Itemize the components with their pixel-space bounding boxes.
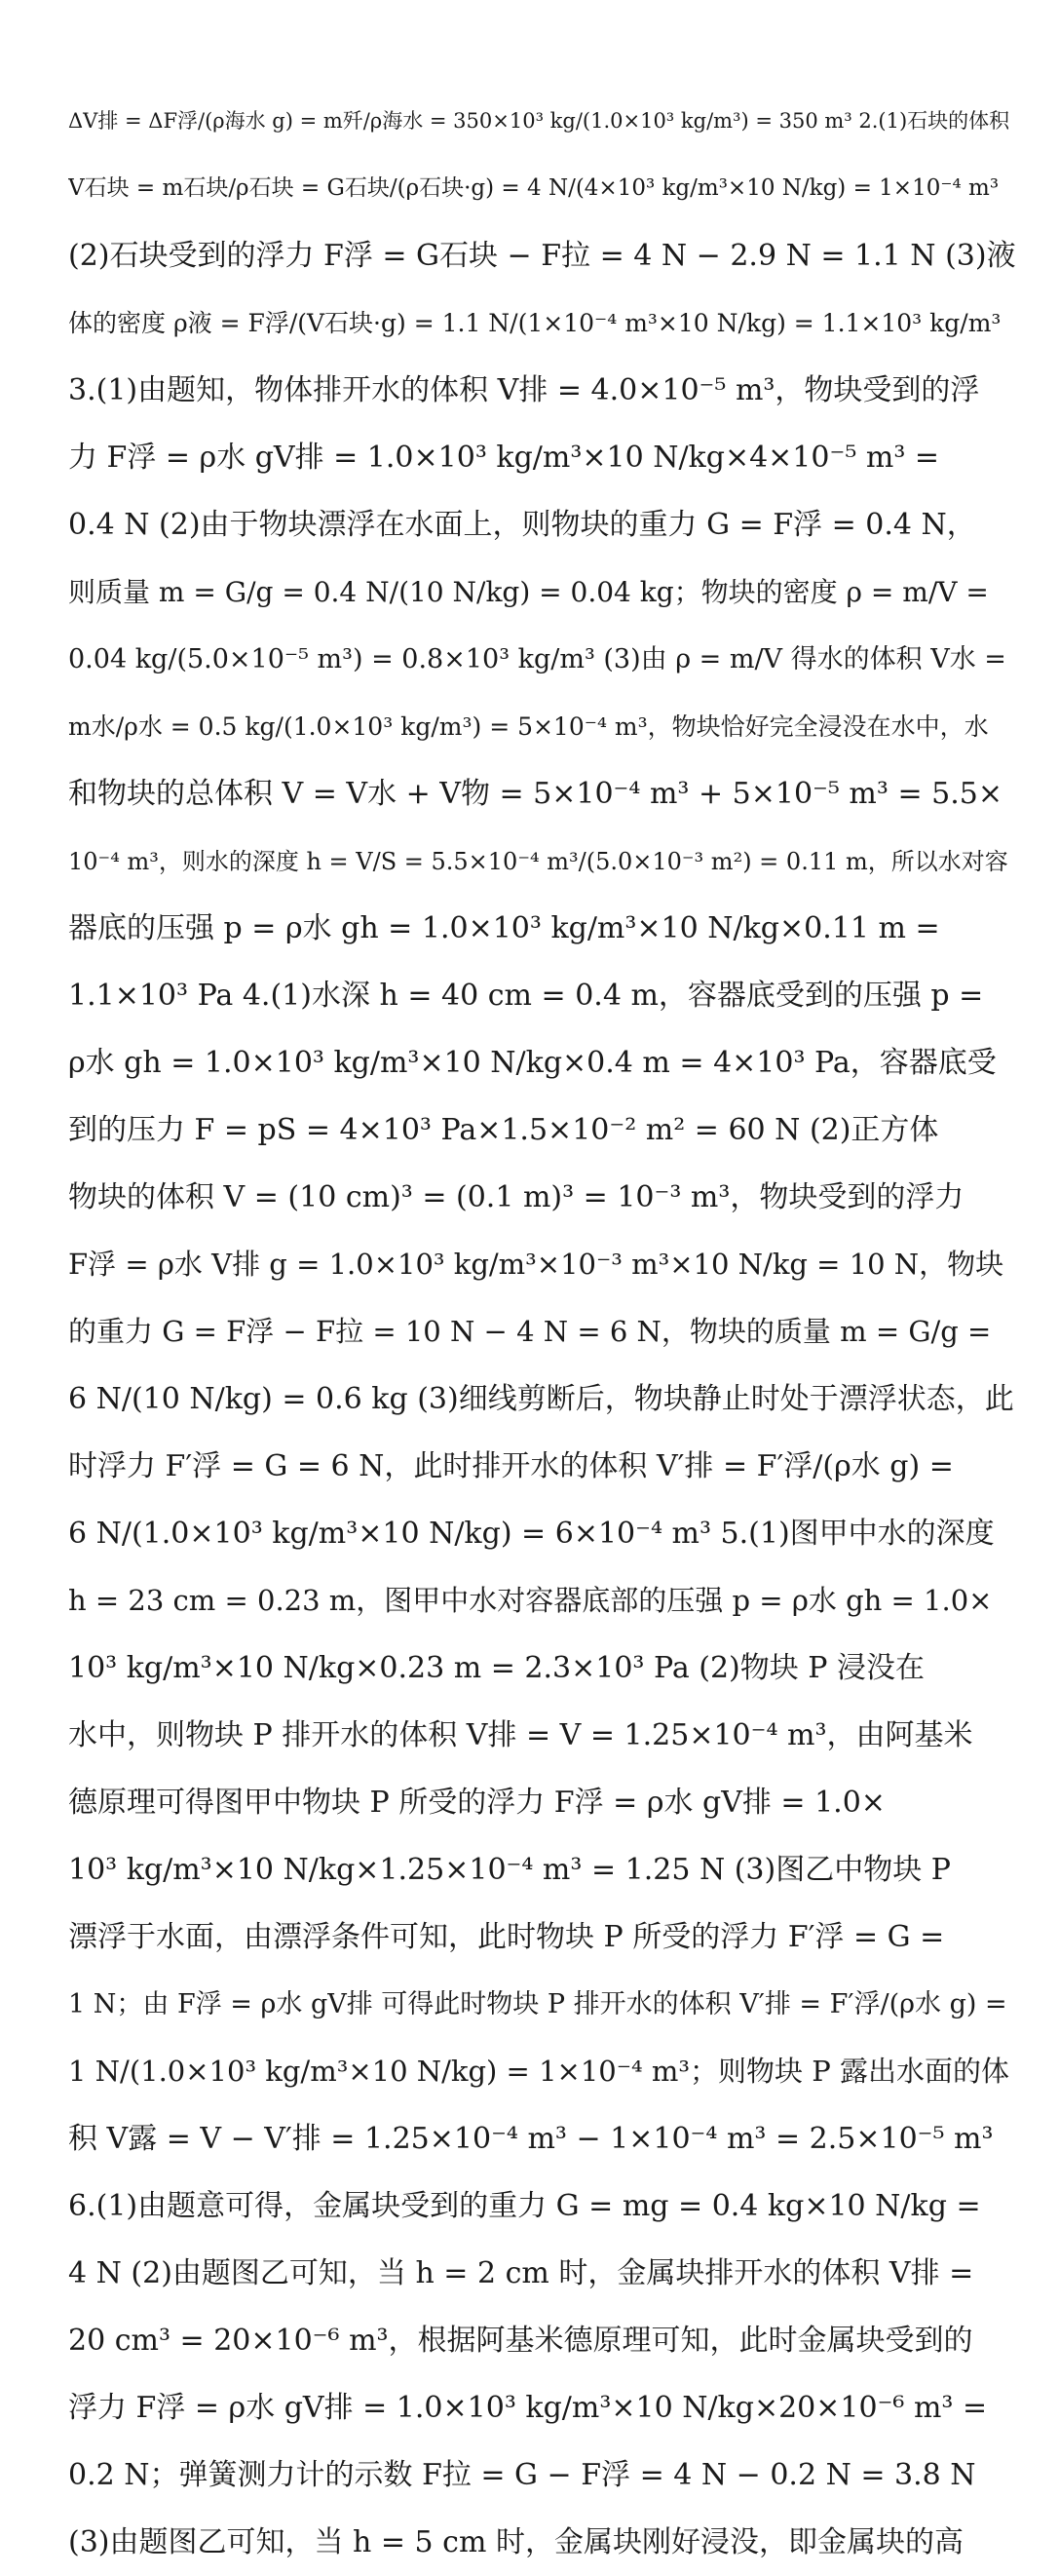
text-line: 时浮力 F′浮 = G = 6 N，此时排开水的体积 V′排 = F′浮/(ρ水 g) = bbox=[68, 1448, 954, 1483]
answer-text bbox=[68, 88, 1016, 2576]
text-line: m水/ρ水 = 0.5 kg/(1.0×10³ kg/m³) = 5×10⁻⁴ m³，物块恰好完全浸没在水中，水 bbox=[68, 711, 989, 741]
text-line: 的重力 G = F浮 − F拉 = 10 N − 4 N = 6 N，物块的质量 m = G/g = bbox=[68, 1315, 992, 1349]
text-line: V石块 = m石块/ρ石块 = G石块/(ρ石块·g) = 4 N/(4×10³ kg/m³×10 N/kg) = 1×10⁻⁴ m³ bbox=[68, 175, 1000, 202]
text-line: 1 N；由 F浮 = ρ水 gV排 可得此时物块 P 排开水的体积 V′排 = F′浮/(ρ水 g) = bbox=[68, 1988, 1007, 2019]
text-line: 体的密度 ρ液 = F浮/(V石块·g) = 1.1 N/(1×10⁻⁴ m³×10 N/kg) = 1.1×10³ kg/m³ bbox=[68, 308, 1002, 337]
text-line: 0.2 N；弹簧测力计的示数 F拉 = G − F浮 = 4 N − 0.2 N = 3.8 N bbox=[68, 2457, 976, 2492]
text-line: ρ水 gh = 1.0×10³ kg/m³×10 N/kg×0.4 m = 4×10³ Pa，容器底受 bbox=[68, 1045, 997, 1080]
text-line: 1.1×10³ Pa 4.(1)水深 h = 40 cm = 0.4 m，容器底受到的压强 p = bbox=[68, 978, 984, 1013]
text-line: 和物块的总体积 V = V水 + V物 = 5×10⁻⁴ m³ + 5×10⁻⁵ m³ = 5.5× bbox=[68, 776, 1002, 811]
text-line: 器底的压强 p = ρ水 gh = 1.0×10³ kg/m³×10 N/kg×0.11 m = bbox=[68, 910, 940, 945]
text-line: h = 23 cm = 0.23 m，图甲中水对容器底部的压强 p = ρ水 gh = 1.0× bbox=[68, 1584, 993, 1618]
text-line: 10³ kg/m³×10 N/kg×0.23 m = 2.3×10³ Pa (2)物块 P 浸没在 bbox=[68, 1650, 926, 1685]
text-line: 德原理可得图甲中物块 P 所受的浮力 F浮 = ρ水 gV排 = 1.0× bbox=[68, 1785, 886, 1820]
text-line: 到的压力 F = pS = 4×10³ Pa×1.5×10⁻² m² = 60 N (2)正方体 bbox=[68, 1112, 939, 1147]
text-line: 20 cm³ = 20×10⁻⁶ m³，根据阿基米德原理可知，此时金属块受到的 bbox=[68, 2323, 973, 2358]
text-line: 物块的体积 V = (10 cm)³ = (0.1 m)³ = 10⁻³ m³，物块受到的浮力 bbox=[68, 1179, 964, 1214]
text-line: F浮 = ρ水 V排 g = 1.0×10³ kg/m³×10⁻³ m³×10 N/kg = 10 N，物块 bbox=[68, 1248, 1004, 1282]
text-line: 10⁻⁴ m³，则水的深度 h = V/S = 5.5×10⁻⁴ m³/(5.0×10⁻³ m²) = 0.11 m，所以水对容 bbox=[68, 847, 1008, 875]
text-line: 1 N/(1.0×10³ kg/m³×10 N/kg) = 1×10⁻⁴ m³；则物块 P 露出水面的体 bbox=[68, 2055, 1009, 2089]
text-line: 则质量 m = G/g = 0.4 N/(10 N/kg) = 0.04 kg；物块的密度 ρ = m/V = bbox=[68, 576, 989, 608]
text-line: 0.04 kg/(5.0×10⁻⁵ m³) = 0.8×10³ kg/m³ (3)由 ρ = m/V 得水的体积 V水 = bbox=[68, 643, 1006, 674]
text-line: 浮力 F浮 = ρ水 gV排 = 1.0×10³ kg/m³×10 N/kg×20×10⁻⁶ m³ = bbox=[68, 2390, 988, 2425]
text-line: 积 V露 = V − V′排 = 1.25×10⁻⁴ m³ − 1×10⁻⁴ m³ = 2.5×10⁻⁵ m³ bbox=[68, 2121, 994, 2156]
text-line: 10³ kg/m³×10 N/kg×1.25×10⁻⁴ m³ = 1.25 N (3)图乙中物块 P bbox=[68, 1852, 951, 1887]
text-line: (2)石块受到的浮力 F浮 = G石块 − F拉 = 4 N − 2.9 N = 1.1 N (3)液 bbox=[68, 238, 1016, 273]
text-line: 6.(1)由题意可得，金属块受到的重力 G = mg = 0.4 kg×10 N/kg = bbox=[68, 2188, 981, 2223]
text-line: (3)由题图乙可知，当 h = 5 cm 时，金属块刚好浸没，即金属块的高 bbox=[68, 2524, 964, 2559]
text-line: 4 N (2)由题图乙可知，当 h = 2 cm 时，金属块排开水的体积 V排 = bbox=[68, 2255, 974, 2290]
text-line: 力 F浮 = ρ水 gV排 = 1.0×10³ kg/m³×10 N/kg×4×10⁻⁵ m³ = bbox=[68, 440, 940, 475]
text-line: 3.(1)由题知，物体排开水的体积 V排 = 4.0×10⁻⁵ m³，物块受到的浮 bbox=[68, 372, 980, 407]
text-line: 漂浮于水面，由漂浮条件可知，此时物块 P 所受的浮力 F′浮 = G = bbox=[68, 1919, 945, 1954]
text-line: 6 N/(1.0×10³ kg/m³×10 N/kg) = 6×10⁻⁴ m³ 5.(1)图甲中水的深度 bbox=[68, 1516, 995, 1551]
text-line: 水中，则物块 P 排开水的体积 V排 = V = 1.25×10⁻⁴ m³，由阿基米 bbox=[68, 1717, 973, 1752]
text-line: 0.4 N (2)由于物块漂浮在水面上，则物块的重力 G = F浮 = 0.4 N， bbox=[68, 507, 976, 542]
text-line: ΔV排 = ΔF浮/(ρ海水 g) = m歼/ρ海水 = 350×10³ kg/(1.0×10³ kg/m³) = 350 m³ 2.(1)石块的体积 bbox=[68, 109, 1010, 134]
text-line: 6 N/(10 N/kg) = 0.6 kg (3)细线剪断后，物块静止时处于漂浮状态，此 bbox=[68, 1381, 1014, 1416]
